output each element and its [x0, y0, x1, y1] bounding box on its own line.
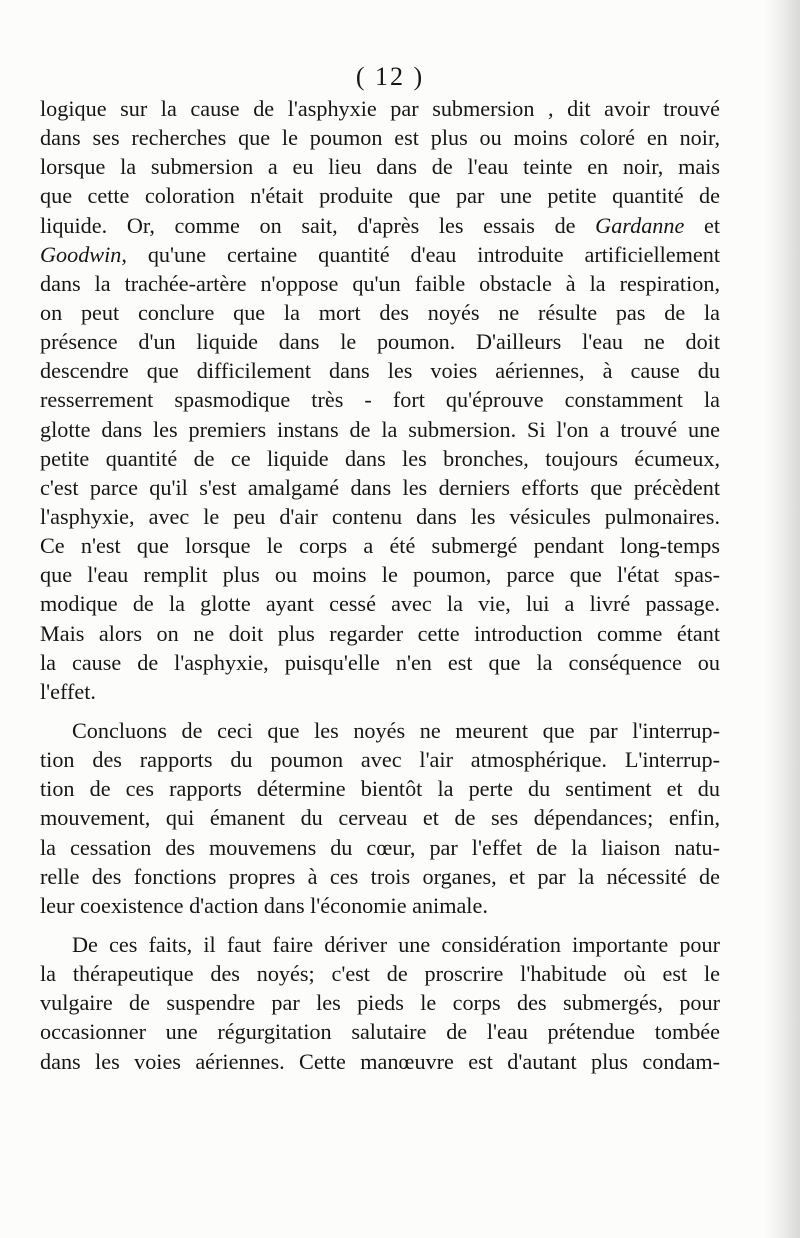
text-line: descendre que difficilement dans les voies aériennes, à cause du	[40, 358, 720, 384]
text-line: la cause de l'asphyxie, puisqu'elle n'en est que la conséquence ou	[40, 649, 720, 675]
text-line	[40, 211, 720, 240]
text-line: dans les voies aériennes. Cette manœuvre est d'autant plus condam-	[40, 1048, 720, 1074]
text-line: tion des rapports du poumon avec l'air atmosphérique. L'interrup-	[40, 747, 720, 773]
text-line	[40, 240, 720, 269]
text-line: l'effet.	[40, 678, 96, 704]
text-line: relle des fonctions propres à ces trois organes, et par la nécessité de	[40, 863, 720, 889]
text-line: vulgaire de suspendre par les pieds le corps des submergés, pour	[40, 990, 720, 1016]
italic-name: Gardanne	[595, 212, 685, 238]
body-text	[40, 94, 720, 1076]
text-line: on peut conclure que la mort des noyés ne résulte pas de la	[40, 299, 720, 325]
text-line: De ces faits, il faut faire dériver une considération importante pour	[72, 931, 720, 957]
italic-name: Goodwin	[40, 241, 122, 267]
text-line: Concluons de ceci que les noyés ne meurent que par l'interrup-	[72, 717, 720, 743]
text-line: occasionner une régurgitation salutaire de l'eau prétendue tombée	[40, 1019, 720, 1045]
text-line: modique de la glotte ayant cessé avec la vie, lui a livré passage.	[40, 591, 720, 617]
text-line: petite quantité de ce liquide dans les bronches, toujours écumeux,	[40, 445, 720, 471]
text-line: logique sur la cause de l'asphyxie par submersion , dit avoir trouvé	[40, 96, 720, 121]
text-line: présence d'un liquide dans le poumon. D'ailleurs l'eau ne doit	[40, 329, 720, 355]
text-line: Ce n'est que lorsque le corps a été submergé pendant long-temps	[40, 533, 720, 559]
text-line: leur coexistence d'action dans l'économie animale.	[40, 892, 488, 918]
page-spine-shadow	[764, 0, 800, 1238]
paragraph-gap	[40, 706, 720, 716]
text-line: resserrement spasmodique très - fort qu'éprouve constamment la	[40, 387, 720, 413]
text-line: que cette coloration n'était produite que par une petite quantité de	[40, 183, 720, 209]
text-line: c'est parce qu'il s'est amalgamé dans les derniers efforts que précèdent	[40, 474, 720, 500]
text-segment: liquide. Or, comme on sait, d'après les essais de	[40, 212, 596, 238]
text-line: que l'eau remplit plus ou moins le poumon, parce que l'état spas-	[40, 562, 720, 588]
text-line: dans la trachée-artère n'oppose qu'un faible obstacle à la respiration,	[40, 270, 720, 296]
page-number: ( 12 )	[355, 62, 425, 91]
text-line: lorsque la submersion a eu lieu dans de l'eau teinte en noir, mais	[40, 154, 720, 180]
text-line: la thérapeutique des noyés; c'est de proscrire l'habitude où est le	[40, 961, 720, 987]
paragraph-gap	[40, 920, 720, 930]
text-segment: , qu'une certaine quantité d'eau introduite artificiellement	[121, 241, 720, 267]
text-line: tion de ces rapports détermine bientôt la perte du sentiment et du	[40, 776, 720, 802]
text-line: la cessation des mouvemens du cœur, par l'effet de la liaison natu-	[40, 834, 720, 860]
text-line: dans ses recherches que le poumon est plus ou moins coloré en noir,	[40, 125, 720, 151]
text-line: glotte dans les premiers instans de la submersion. Si l'on a trouvé une	[40, 416, 720, 442]
text-line: l'asphyxie, avec le peu d'air contenu dans les vésicules pulmonaires.	[40, 503, 720, 529]
text-line: Mais alors on ne doit plus regarder cette introduction comme étant	[40, 620, 720, 646]
text-segment: et	[684, 212, 720, 238]
text-line: mouvement, qui émanent du cerveau et de ses dépendances; enfin,	[40, 805, 720, 831]
